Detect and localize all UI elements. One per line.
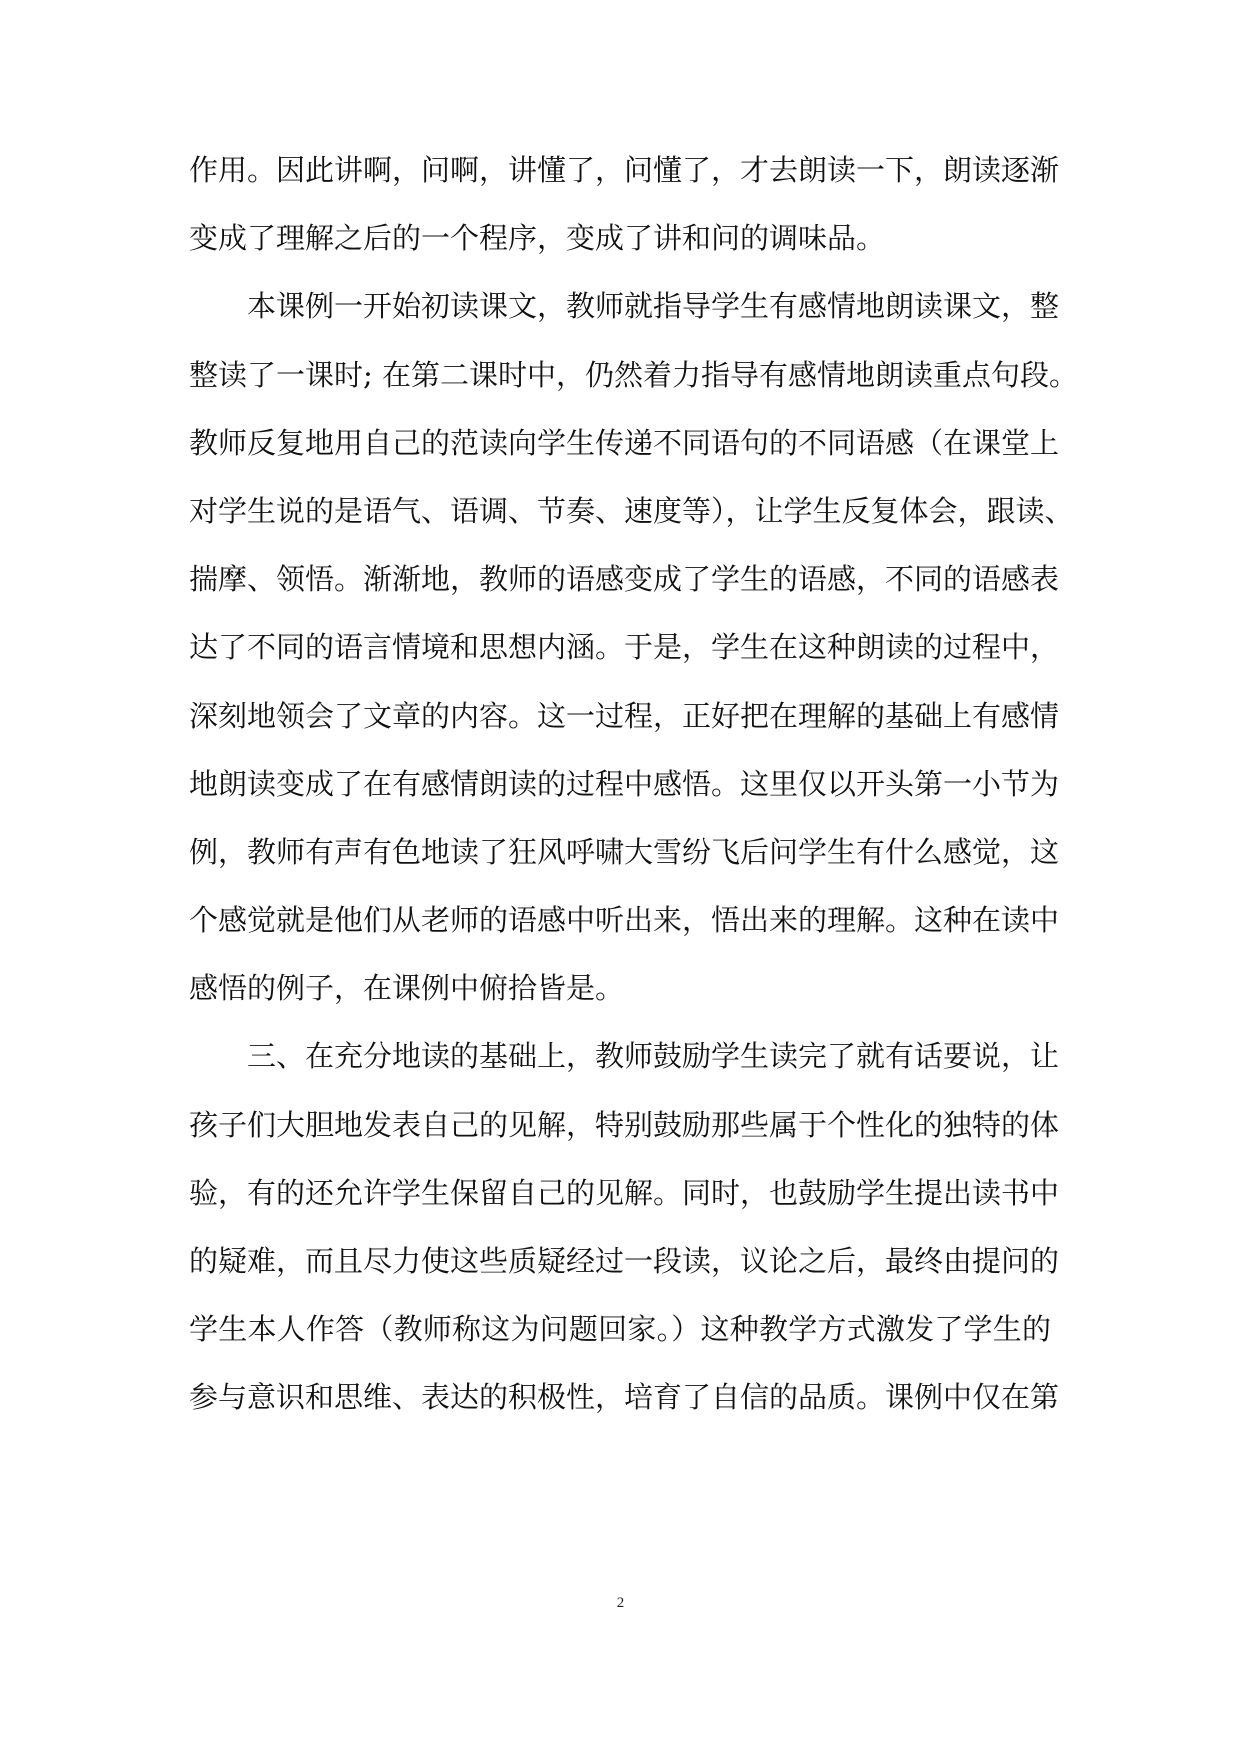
- text-line: 例，教师有声有色地读了狂风呼啸大雪纷飞后问学生有什么感觉，这: [189, 834, 1060, 869]
- text-line: 对学生说的是语气、语调、节奏、速度等），让学生反复体会，跟读、: [189, 493, 1074, 528]
- body-text: [189, 136, 1078, 1432]
- text-line: 个感觉就是他们从老师的语感中听出来，悟出来的理解。这种在读中: [189, 903, 1060, 938]
- text-line: 学生本人作答（教师称这为问题回家。）这种教学方式激发了学生的: [189, 1312, 1051, 1347]
- text-line: 作用。因此讲啊，问啊，讲懂了，问懂了，才去朗读一下，朗读逐渐: [189, 153, 1060, 187]
- text-line: 三、在充分地读的基础上，教师鼓励学生读完了就有话要说，让: [247, 1039, 1060, 1074]
- text-line: 地朗读变成了在有感情朗读的过程中感悟。这里仅以开头第一小节为: [189, 766, 1060, 801]
- text-line: 变成了理解之后的一个程序，变成了讲和问的调味品。: [189, 221, 886, 256]
- text-line: 达了不同的语言情境和思想内涵。于是，学生在这种朗读的过程中，: [189, 630, 1060, 665]
- text-line: 感悟的例子，在课例中俯拾皆是。: [189, 971, 625, 1006]
- paragraph: [189, 1022, 1060, 1431]
- text-line: 孩子们大胆地发表自己的见解，特别鼓励那些属于个性化的独特的体: [189, 1107, 1060, 1142]
- text-line: 的疑难，而且尽力使这些质疑经过一段读，议论之后，最终由提问的: [189, 1244, 1060, 1278]
- text-line: 揣摩、领悟。渐渐地，教师的语感变成了学生的语感，不同的语感表: [189, 562, 1060, 597]
- text-line: 验，有的还允许学生保留自己的见解。同时，也鼓励学生提出读书中: [189, 1175, 1060, 1210]
- paragraph: [189, 136, 1060, 272]
- paragraph: [189, 272, 1078, 1022]
- text-line: 参与意识和思维、表达的积极性，培育了自信的品质。课例中仅在第: [189, 1380, 1060, 1415]
- page-number: 2: [616, 1595, 625, 1611]
- text-line: 教师反复地用自己的范读向学生传递不同语句的不同语感（在课堂上: [189, 425, 1060, 460]
- text-line: 本课例一开始初读课文，教师就指导学生有感情地朗读课文，整: [247, 289, 1060, 324]
- text-line: 深刻地领会了文章的内容。这一过程，正好把在理解的基础上有感情: [189, 698, 1060, 733]
- text-line: 整读了一课时; 在第二课时中，仍然着力指导有感情地朗读重点句段。: [189, 357, 1078, 392]
